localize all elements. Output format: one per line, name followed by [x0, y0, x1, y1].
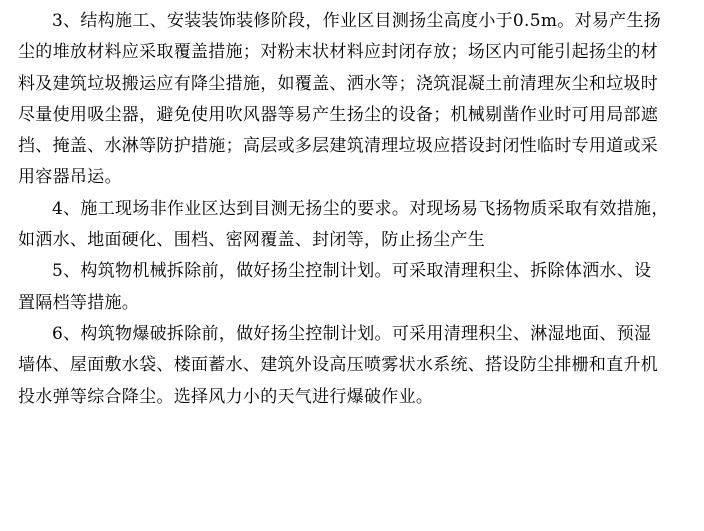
- text-line: 如洒水、地面硬化、围档、密网覆盖、封闭等，防止扬尘产生: [18, 230, 486, 251]
- text-line: 墙体、屋面敷水袋、楼面蓄水、建筑外设高压喷雾状水系统、搭设防尘排栅和直升机: [18, 355, 659, 376]
- text-line: 置隔档等措施。: [18, 292, 140, 313]
- text-line: 尽量使用吸尘器，避免使用吹风器等易产生扬尘的设备；机械剔凿作业时可用局部遮: [18, 104, 659, 125]
- text-line: 挡、掩盖、水淋等防护措施；高层或多层建筑清理垃圾应搭设封闭性临时专用道或采: [18, 136, 659, 157]
- paragraph-6: [18, 319, 690, 413]
- text-line: 投水弹等综合降尘。选择风力小的天气进行爆破作业。: [18, 386, 434, 407]
- paragraph-5: [18, 256, 690, 319]
- paragraph-4: [18, 194, 690, 257]
- text-line: 用容器吊运。: [18, 167, 122, 188]
- paragraph-3: [18, 6, 690, 194]
- text-line: 尘的堆放材料应采取覆盖措施；对粉末状材料应封闭存放；场区内可能引起扬尘的材: [18, 42, 659, 63]
- text-line: 4、施工现场非作业区达到目测无扬尘的要求。对现场易飞扬物质采取有效措施，: [52, 198, 669, 219]
- text-line: 料及建筑垃圾搬运应有降尘措施，如覆盖、洒水等；浇筑混凝土前清理灰尘和垃圾时: [18, 73, 659, 94]
- text-line: 3、结构施工、安装装饰装修阶段，作业区目测扬尘高度小于0.5m。对易产生扬: [52, 11, 662, 31]
- text-line: 6、构筑物爆破拆除前，做好扬尘控制计划。可采用清理积尘、淋湿地面、预湿: [52, 323, 652, 344]
- text-line: 5、构筑物机械拆除前，做好扬尘控制计划。可采取清理积尘、拆除体洒水、设: [52, 261, 652, 282]
